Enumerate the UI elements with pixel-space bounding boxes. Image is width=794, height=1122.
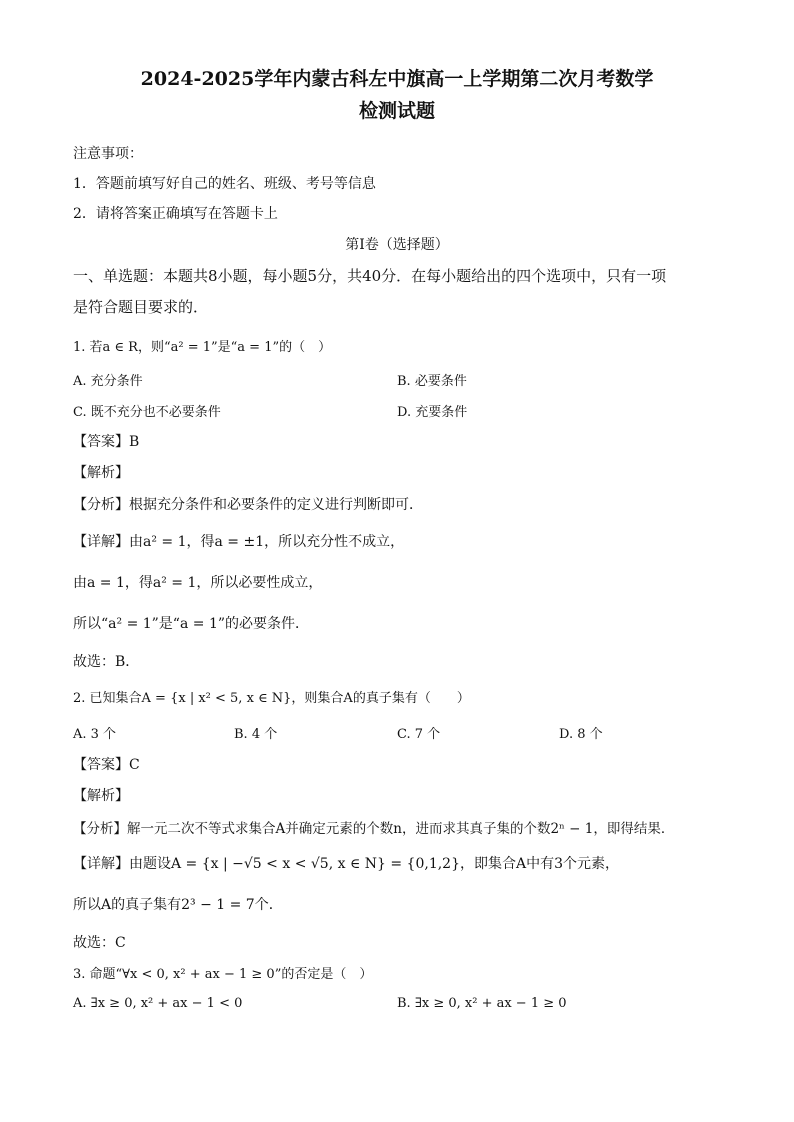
q1-option-d: D. 充要条件 <box>397 405 468 420</box>
section-intro-line-1: 一、单选题：本题共8小题，每小题5分，共40分．在每小题给出的四个选项中，只有一项 <box>73 267 667 285</box>
q2-option-b: B. 4 个 <box>234 727 278 742</box>
q3-option-b: B. ∃x ≥ 0, x² + ax − 1 ≥ 0 <box>397 996 567 1011</box>
q1-detail-line-3: 所以“a² = 1”是“a = 1”的必要条件． <box>73 616 310 632</box>
q2-answer: 【答案】C <box>73 757 140 773</box>
exam-title-line-2: 检测试题 <box>358 100 435 122</box>
q3-stem: 3. 命题“∀x < 0, x² + ax − 1 ≥ 0”的否定是（ ） <box>73 967 373 982</box>
q1-analysis-label: 【解析】 <box>73 465 129 481</box>
q1-detail: 【详解】由a² = 1，得a = ±1，所以充分性不成立， <box>73 534 405 550</box>
volume-heading: 第I卷（选择题） <box>345 237 449 253</box>
q2-detail-line-2: 所以A的真子集有2³ − 1 = 7个． <box>73 897 283 913</box>
q2-option-a: A. 3 个 <box>73 727 117 742</box>
notice-item-2: 2．请将答案正确填写在答题卡上 <box>73 206 278 222</box>
q1-option-a: A. 充分条件 <box>73 374 143 389</box>
q2-option-c: C. 7 个 <box>397 727 441 742</box>
q2-analysis-label: 【解析】 <box>73 788 129 804</box>
notice-item-1: 1．答题前填写好自己的姓名、班级、考号等信息 <box>73 176 376 192</box>
q1-option-b: B. 必要条件 <box>397 374 467 389</box>
q1-stem: 1. 若a ∈ R，则“a² = 1”是“a = 1”的（ ） <box>73 340 332 355</box>
notice-header: 注意事项： <box>73 146 143 162</box>
q2-choose: 故选：C <box>73 935 126 951</box>
q1-fenxi: 【分析】根据充分条件和必要条件的定义进行判断即可． <box>73 497 423 513</box>
q3-option-a: A. ∃x ≥ 0, x² + ax − 1 < 0 <box>73 996 243 1011</box>
q1-option-c: C. 既不充分也不必要条件 <box>73 405 221 420</box>
q2-stem: 2. 已知集合A = {x | x² < 5, x ∈ N}，则集合A的真子集有（ ） <box>73 691 470 706</box>
q1-choose: 故选：B． <box>73 654 140 670</box>
q2-detail: 【详解】由题设A = {x | −√5 < x < √5, x ∈ N} = {0,1,2}，即集合A中有3个元素， <box>73 856 620 872</box>
q1-detail-line-2: 由a = 1，得a² = 1，所以必要性成立， <box>73 575 323 591</box>
q2-option-d: D. 8 个 <box>559 727 603 742</box>
q2-fenxi: 【分析】解一元二次不等式求集合A并确定元素的个数n，进而求其真子集的个数2ⁿ − 1，即得结果． <box>73 821 675 837</box>
exam-title-line-1: 2024-2025学年内蒙古科左中旗高一上学期第二次月考数学 <box>140 68 654 90</box>
q1-answer: 【答案】B <box>73 434 140 450</box>
section-intro-line-2: 是符合题目要求的． <box>73 298 209 316</box>
